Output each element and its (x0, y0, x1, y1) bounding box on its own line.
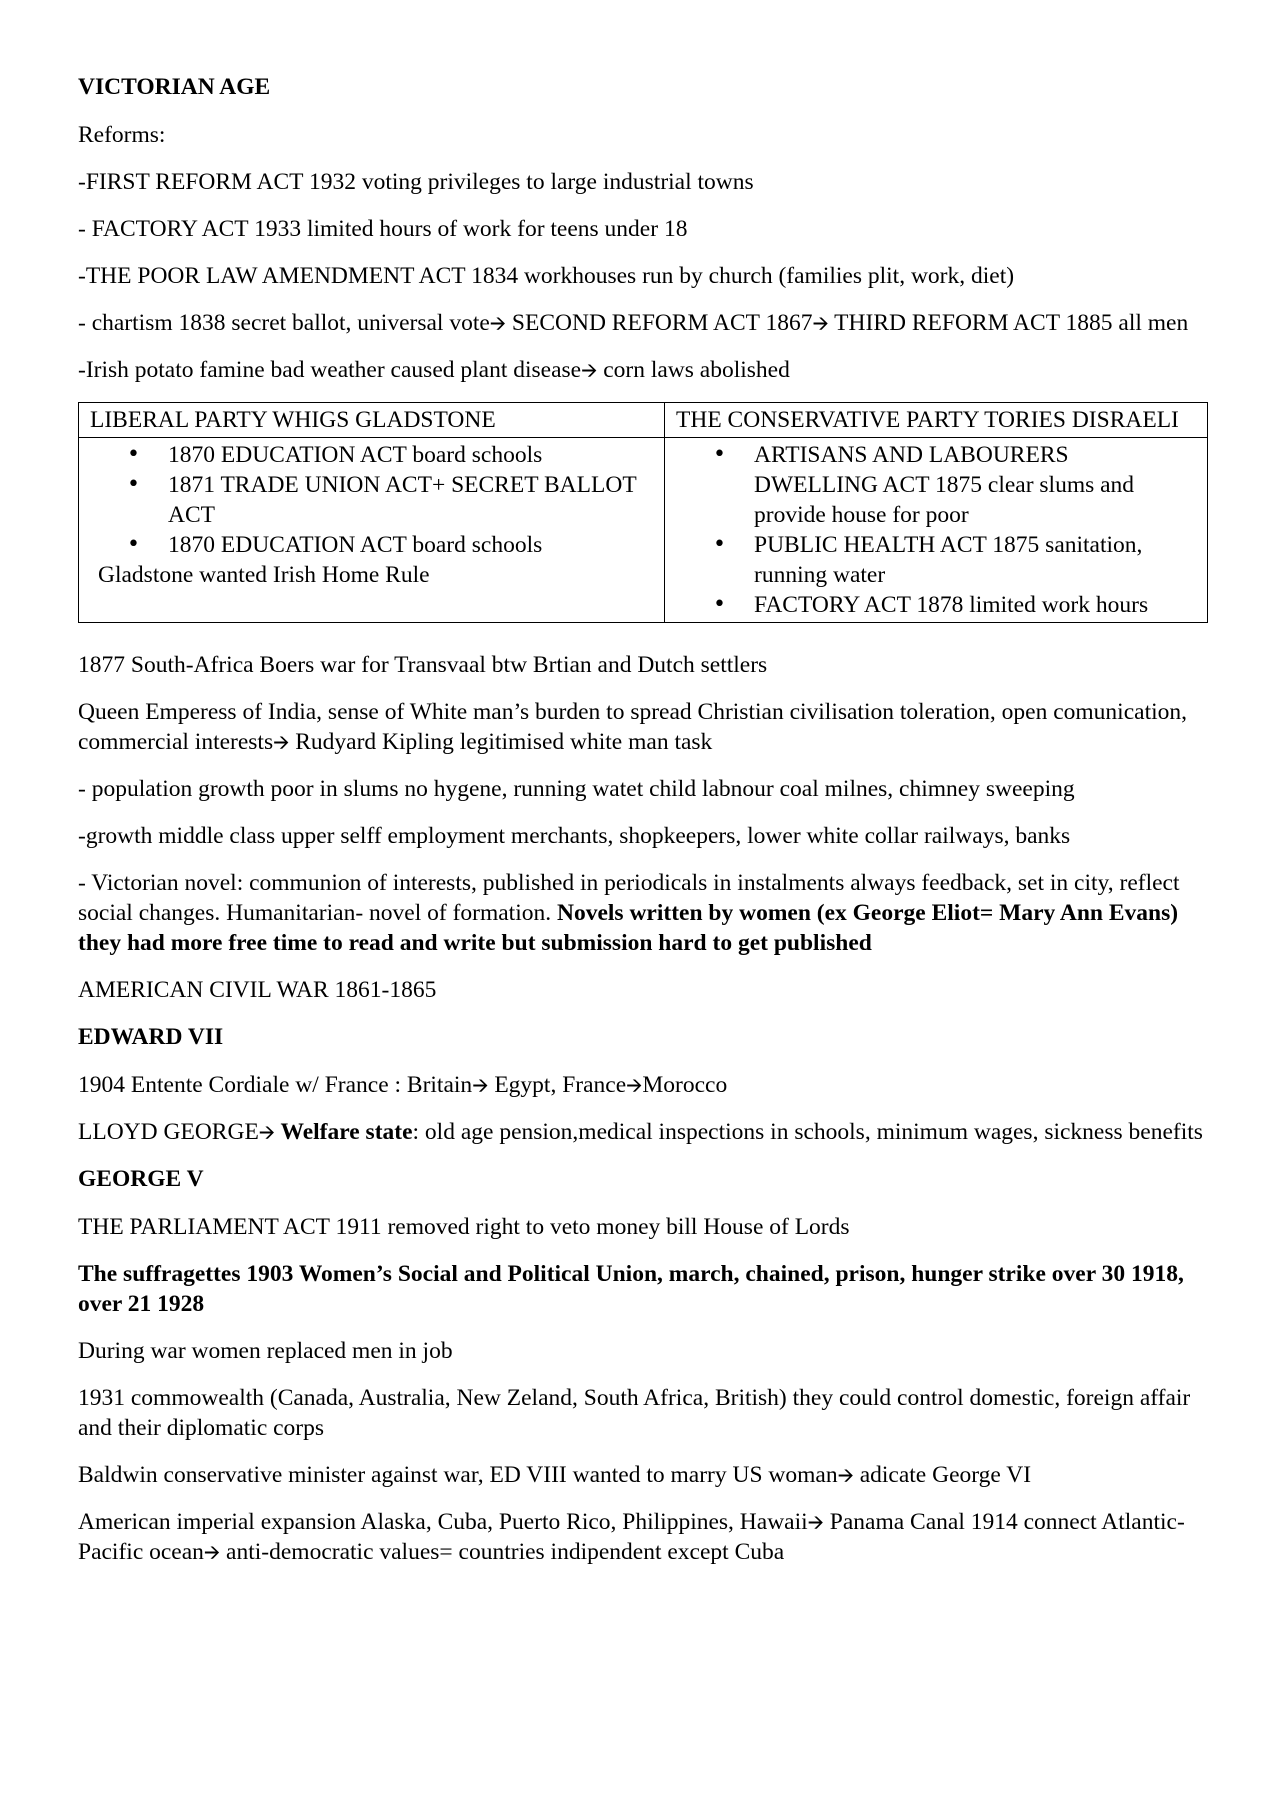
arrow-icon: 🡪 (273, 730, 290, 754)
edward-heading: EDWARD VII (78, 1024, 224, 1050)
liberal-acts-list (90, 440, 654, 560)
conservative-acts-list (676, 440, 1197, 620)
novel-text: - Victorian novel: communion of interests, published in periodicals in instalments always feedback, set in city, reflect social changes. Humanitarian- novel of formation. (78, 870, 1180, 926)
conservative-party-header: THE CONSERVATIVE PARTY TORIES DISRAELI (665, 403, 1208, 438)
liberal-party-header: LIBERAL PARTY WHIGS GLADSTONE (79, 403, 665, 438)
parties-table (78, 402, 1208, 623)
list-item: • PUBLIC HEALTH ACT 1875 sanitation, running water (754, 530, 1197, 590)
lloyd-george-line (78, 1117, 1208, 1147)
entente-line (78, 1070, 1208, 1100)
american-text-c: anti-democratic values= countries indipendent except Cuba (220, 1539, 785, 1565)
chartism-text-b: SECOND REFORM ACT 1867 (506, 310, 813, 336)
arrow-icon: 🡪 (626, 1073, 643, 1097)
victorian-novel-line (78, 868, 1208, 958)
commonwealth-line: 1931 commowealth (Canada, Australia, New Zeland, South Africa, British) they could control domestic, foreign affair and their diplomatic corps (78, 1385, 1191, 1441)
chartism-line (78, 308, 1208, 338)
liberal-party-cell (79, 438, 665, 623)
american-expansion-line (78, 1507, 1208, 1567)
arrow-icon: 🡪 (489, 311, 507, 335)
irish-text-b: corn laws abolished (597, 357, 790, 383)
arrow-icon: 🡪 (837, 1463, 854, 1487)
george-heading: GEORGE V (78, 1166, 204, 1192)
arrow-icon: 🡪 (258, 1120, 276, 1144)
welfare-state-text: Welfare state (275, 1119, 413, 1145)
entente-text-a: 1904 Entente Cordiale w/ France : Britain (78, 1072, 473, 1098)
arrow-icon: 🡪 (581, 358, 598, 382)
factory-act: - FACTORY ACT 1933 limited hours of work for teens under 18 (78, 216, 688, 242)
list-item: • 1871 TRADE UNION ACT+ SECRET BALLOT ACT (168, 470, 654, 530)
list-item: • FACTORY ACT 1878 limited work hours (754, 590, 1197, 620)
gladstone-note: Gladstone wanted Irish Home Rule (98, 562, 430, 588)
novel-women-text: Novels written by women (ex George Eliot= Mary Ann Evans) they had more free time to read and write but submission hard to get published (78, 900, 1179, 956)
entente-text-c: Morocco (642, 1072, 728, 1098)
table-body-row (79, 438, 1208, 623)
american-text-a: American imperial expansion Alaska, Cuba, Puerto Rico, Philippines, Hawaii (78, 1509, 808, 1535)
empress-text-b: Rudyard Kipling legitimised white man task (289, 729, 713, 755)
chartism-text-c: THIRD REFORM ACT 1885 all men (828, 310, 1189, 336)
empress-line (78, 697, 1208, 757)
parliament-act-line: THE PARLIAMENT ACT 1911 removed right to veto money bill House of Lords (78, 1214, 850, 1240)
document-page (78, 72, 1208, 1584)
american-text-b: Panama Canal 1914 connect Atlantic-Pacific ocean (78, 1509, 1185, 1565)
arrow-icon: 🡪 (812, 311, 829, 335)
irish-text-a: -Irish potato famine bad weather caused plant disease (78, 357, 582, 383)
war-women-line: During war women replaced men in job (78, 1338, 453, 1364)
chartism-text-a: - chartism 1838 secret ballot, universal vote (78, 310, 490, 336)
list-item: • 1870 EDUCATION ACT board schools (168, 440, 654, 470)
entente-text-b: Egypt, France (488, 1072, 627, 1098)
page-title: VICTORIAN AGE (78, 74, 271, 100)
lloyd-text-a: LLOYD GEORGE (78, 1119, 259, 1145)
empress-text-a: Queen Emperess of India, sense of White man’s burden to spread Christian civilisation toleration, open comunication, commercial interests (78, 699, 1188, 755)
poor-law-act: -THE POOR LAW AMENDMENT ACT 1834 workhouses run by church (families plit, work, diet) (78, 263, 1015, 289)
baldwin-line (78, 1460, 1208, 1490)
boers-war: 1877 South-Africa Boers war for Transvaal btw Brtian and Dutch settlers (78, 652, 768, 678)
arrow-icon: 🡪 (203, 1540, 221, 1564)
population-line: - population growth poor in slums no hygene, running watet child labnour coal milnes, chimney sweeping (78, 776, 1075, 802)
first-reform-act: -FIRST REFORM ACT 1932 voting privileges to large industrial towns (78, 169, 754, 195)
civil-war-line: AMERICAN CIVIL WAR 1861-1865 (78, 977, 437, 1003)
arrow-icon: 🡪 (472, 1073, 489, 1097)
baldwin-text-a: Baldwin conservative minister against war, ED VIII wanted to marry US woman (78, 1462, 838, 1488)
irish-famine-line (78, 355, 1208, 385)
list-item: • ARTISANS AND LABOURERS DWELLING ACT 1875 clear slums and provide house for poor (754, 440, 1197, 530)
conservative-party-cell (665, 438, 1208, 623)
arrow-icon: 🡪 (807, 1510, 824, 1534)
lloyd-text-b: : old age pension,medical inspections in schools, minimum wages, sickness benefits (412, 1119, 1203, 1145)
reforms-label: Reforms: (78, 122, 166, 148)
table-header-row (79, 403, 1208, 438)
middle-class-line: -growth middle class upper selff employment merchants, shopkeepers, lower white collar railways, banks (78, 823, 1071, 849)
suffragettes-line: The suffragettes 1903 Women’s Social and Political Union, march, chained, prison, hunger strike over 30 1918, over 21 1928 (78, 1261, 1184, 1317)
baldwin-text-b: adicate George VI (853, 1462, 1032, 1488)
list-item: • 1870 EDUCATION ACT board schools (168, 530, 654, 560)
